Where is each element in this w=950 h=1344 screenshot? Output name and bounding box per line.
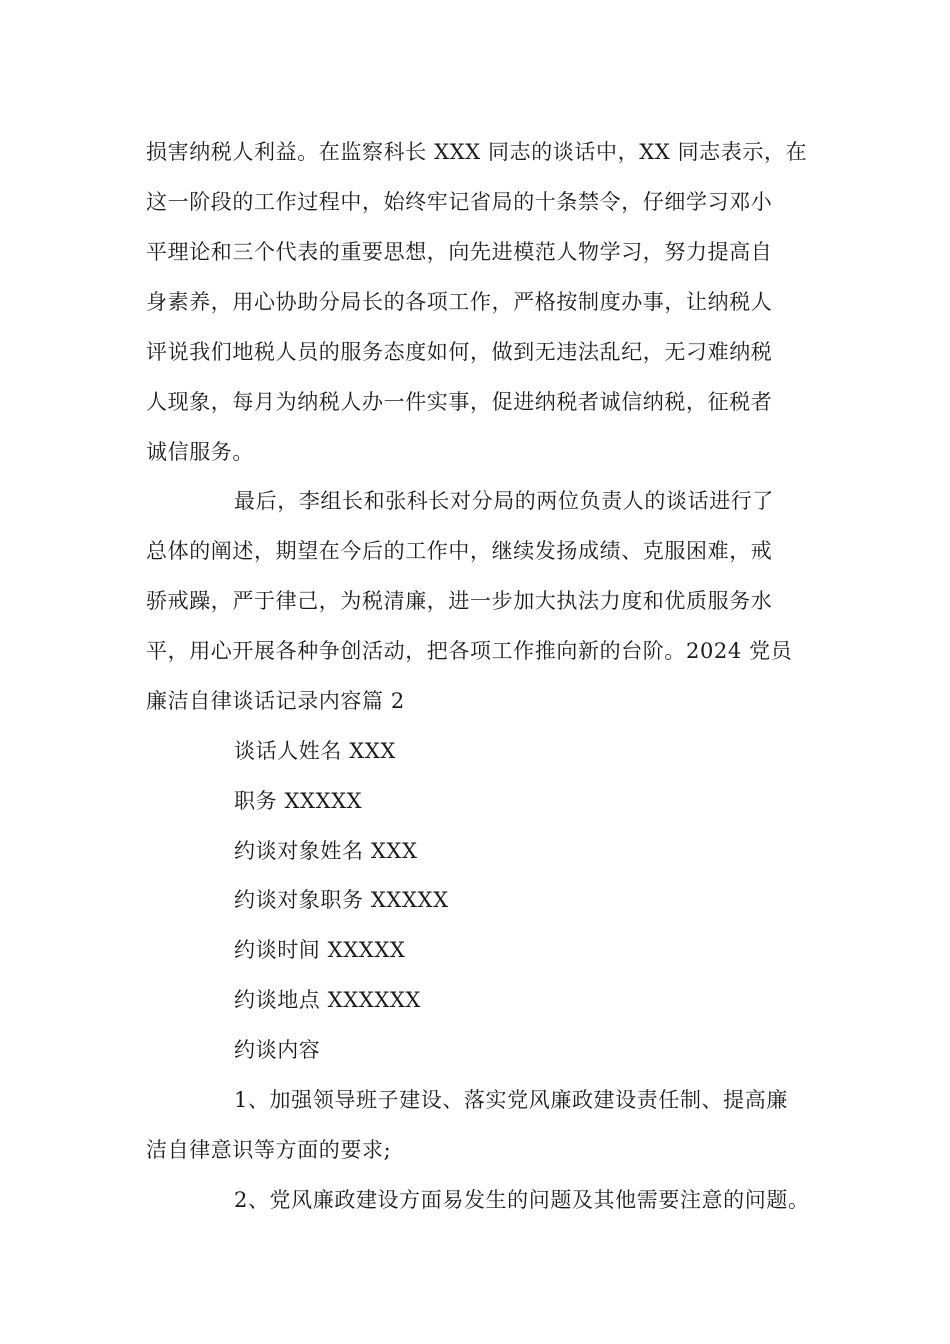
body-text-line: 诚信服务。 <box>146 440 254 464</box>
body-text-line: 这一阶段的工作过程中，始终牢记省局的十条禁令，仔细学习邓小 <box>146 190 773 214</box>
body-text-line: 总体的阐述，期望在今后的工作中，继续发扬成绩、克服困难，戒 <box>146 539 773 563</box>
list-item-1: 1、加强领导班子建设、落实党风廉政建设责任制、提高廉 <box>234 1088 788 1112</box>
field-interview-content: 约谈内容 <box>234 1038 321 1062</box>
body-text-line: 身素养，用心协助分局长的各项工作，严格按制度办事，让纳税人 <box>146 290 773 314</box>
field-position: 职务 XXXXX <box>234 789 363 813</box>
field-interview-place: 约谈地点 XXXXXX <box>234 988 421 1012</box>
field-interviewer-name: 谈话人姓名 XXX <box>234 739 396 763</box>
paragraph-start-line: 最后，李组长和张科长对分局的两位负责人的谈话进行了 <box>234 489 774 513</box>
list-item-2: 2、党风廉政建设方面易发生的问题及其他需要注意的问题。 <box>234 1188 810 1212</box>
field-interview-time: 约谈时间 XXXXX <box>234 938 406 962</box>
body-text-line: 损害纳税人利益。在监察科长 XXX 同志的谈话中，XX 同志表示，在 <box>146 140 808 164</box>
field-interviewee-position: 约谈对象职务 XXXXX <box>234 888 449 912</box>
body-text-line: 骄戒躁，严于律己，为税清廉，进一步加大执法力度和优质服务水 <box>146 589 773 613</box>
body-text-line: 平理论和三个代表的重要思想，向先进模范人物学习，努力提高自 <box>146 240 773 264</box>
body-text-line: 评说我们地税人员的服务态度如何，做到无违法乱纪，无刁难纳税 <box>146 340 773 364</box>
field-interviewee-name: 约谈对象姓名 XXX <box>234 839 418 863</box>
body-text-line: 人现象，每月为纳税人办一件实事，促进纳税者诚信纳税，征税者 <box>146 390 773 414</box>
body-text-line: 平，用心开展各种争创活动，把各项工作推向新的台阶。2024 党员 <box>146 639 793 663</box>
list-item-1-continued: 洁自律意识等方面的要求; <box>146 1138 392 1162</box>
body-text-line: 廉洁自律谈话记录内容篇 2 <box>146 689 405 713</box>
